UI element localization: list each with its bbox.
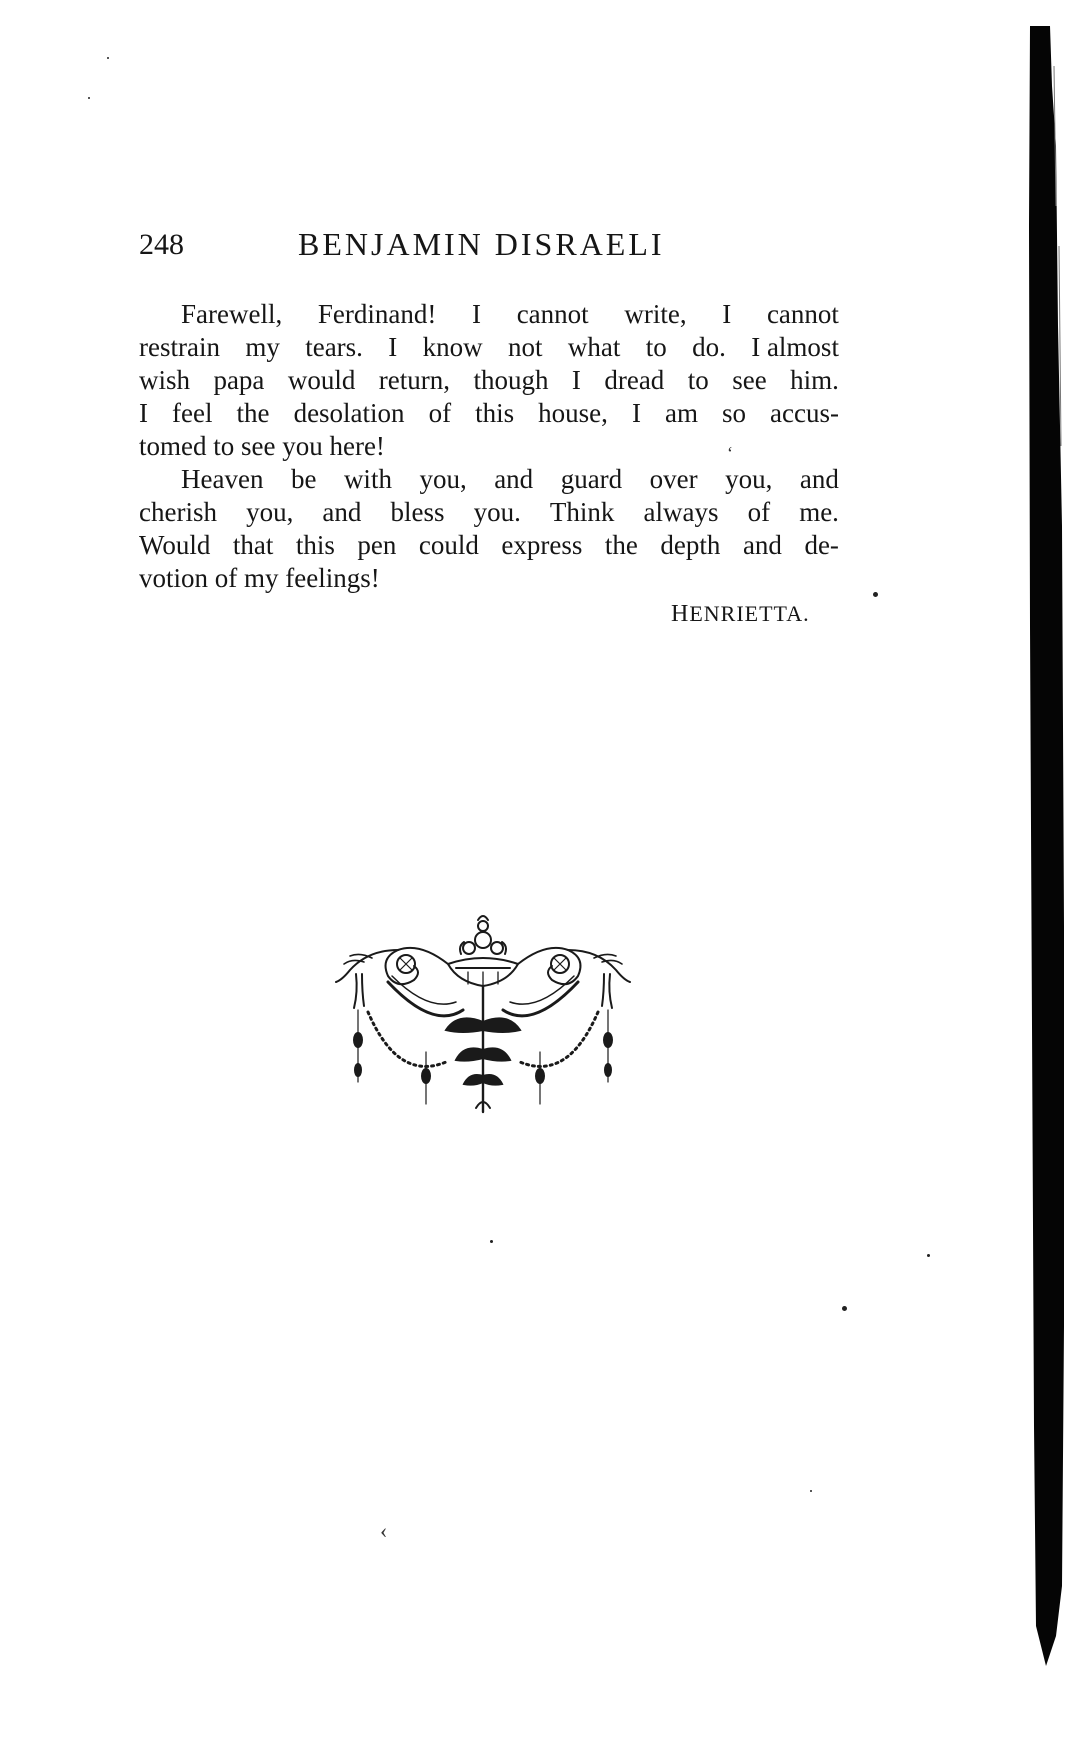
word: I <box>388 332 398 362</box>
word: I <box>631 398 641 428</box>
signature <box>671 601 810 628</box>
word: am <box>664 398 698 428</box>
line-text: tomed to see you here! <box>139 431 385 461</box>
word: this <box>475 398 515 428</box>
word: my <box>245 332 280 362</box>
word: the <box>604 530 638 560</box>
word: of <box>428 398 452 428</box>
word: wish <box>139 365 191 395</box>
word: Heaven <box>181 464 264 494</box>
word: you, <box>246 497 294 527</box>
word: I almost <box>751 332 839 362</box>
text-line <box>139 463 839 496</box>
word: I <box>139 398 148 428</box>
word: me. <box>799 497 839 527</box>
word: Ferdinand! <box>317 299 437 329</box>
text-line <box>139 364 839 397</box>
word: bless <box>390 497 445 527</box>
word: guard <box>560 464 623 494</box>
word: Think <box>549 497 615 527</box>
word: you. <box>473 497 521 527</box>
word: Farewell, <box>181 299 283 329</box>
word: over <box>649 464 698 494</box>
word: not <box>508 332 543 362</box>
word: cannot <box>516 299 589 329</box>
letter-body <box>139 298 839 595</box>
text-line <box>139 529 839 562</box>
word: desolation <box>293 398 405 428</box>
word: to <box>687 365 709 395</box>
text-line <box>139 298 839 331</box>
word: and <box>322 497 362 527</box>
word: I <box>472 299 482 329</box>
signature-initial: H <box>671 601 690 627</box>
stray-print-mark: ‘ <box>727 443 733 463</box>
line-text: votion of my feelings! <box>139 563 380 593</box>
word: house, <box>538 398 608 428</box>
word: know <box>422 332 483 362</box>
word: what <box>567 332 621 362</box>
word: the <box>236 398 270 428</box>
dust-speck <box>842 1306 847 1311</box>
word: you, <box>725 464 773 494</box>
word: de- <box>804 530 839 560</box>
dust-speck <box>490 1240 493 1243</box>
dust-speck <box>107 57 109 59</box>
dust-speck <box>873 592 878 597</box>
word: express <box>501 530 583 560</box>
word: papa <box>213 365 265 395</box>
word: that <box>232 530 274 560</box>
dust-speck <box>88 97 90 99</box>
word: and <box>799 464 839 494</box>
floral-garland-vignette-icon <box>328 912 638 1122</box>
text-line <box>139 430 839 463</box>
word: to <box>645 332 667 362</box>
word: I <box>571 365 581 395</box>
word: tears. <box>305 332 363 362</box>
text-line <box>139 496 839 529</box>
stray-print-mark: ‹ <box>380 1518 388 1543</box>
running-title: BENJAMIN DISRAELI <box>298 226 665 262</box>
word: dread <box>604 365 665 395</box>
dust-speck <box>810 1490 812 1492</box>
word: so <box>722 398 747 428</box>
text-line <box>139 331 839 364</box>
word: and <box>494 464 534 494</box>
word: return, <box>378 365 451 395</box>
word: would <box>287 365 356 395</box>
word: feel <box>172 398 213 428</box>
word: accus- <box>770 398 839 428</box>
word: though <box>473 365 549 395</box>
word: do. <box>692 332 726 362</box>
text-line <box>139 562 839 595</box>
word: with <box>343 464 392 494</box>
page-edge-shadow <box>1026 26 1064 1666</box>
word: always <box>643 497 719 527</box>
page-number: 248 <box>139 228 184 261</box>
word: and <box>742 530 782 560</box>
word: Would <box>139 530 211 560</box>
word: write, <box>624 299 687 329</box>
signature-rest: ENRIETTA. <box>689 601 810 626</box>
dust-speck <box>927 1254 930 1257</box>
word: you, <box>419 464 467 494</box>
word: could <box>418 530 479 560</box>
word: pen <box>357 530 397 560</box>
word: restrain <box>139 332 220 362</box>
word: cherish <box>139 497 217 527</box>
text-line <box>139 397 839 430</box>
word: depth <box>660 530 721 560</box>
word: of <box>747 497 771 527</box>
word: him. <box>790 365 839 395</box>
word: see <box>732 365 767 395</box>
word: I <box>722 299 732 329</box>
word: cannot <box>766 299 839 329</box>
word: this <box>295 530 335 560</box>
word: be <box>290 464 317 494</box>
